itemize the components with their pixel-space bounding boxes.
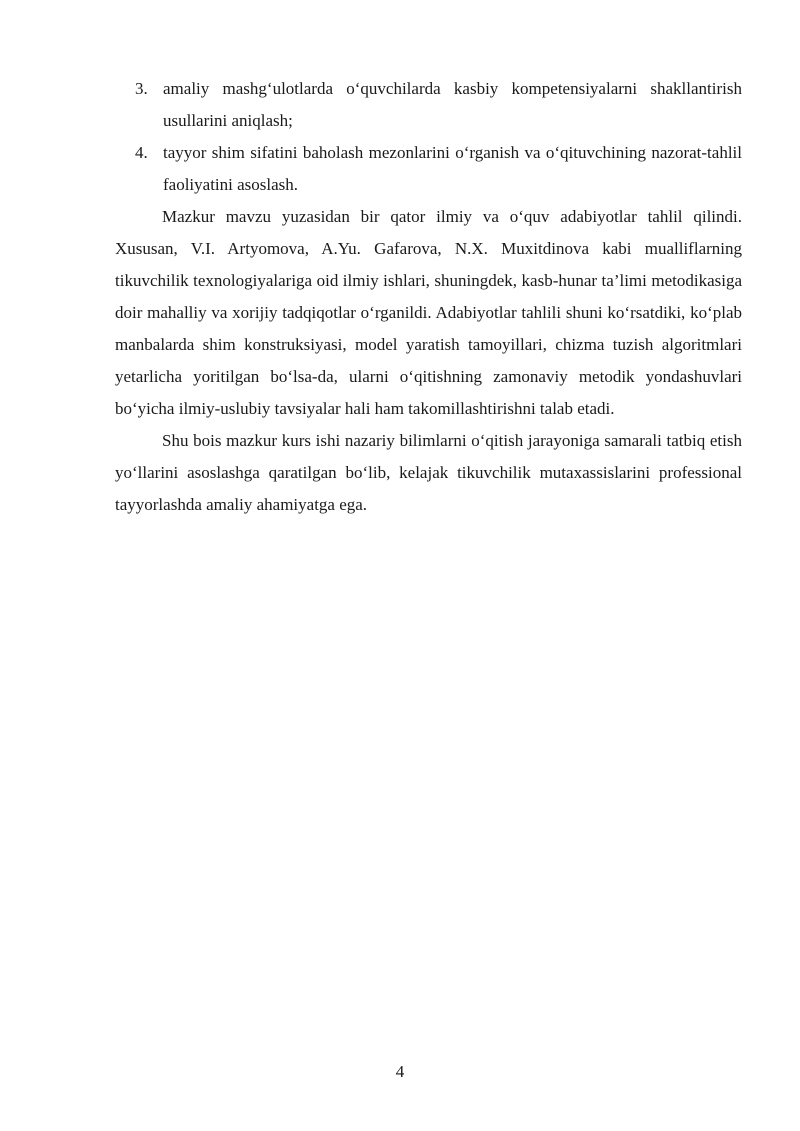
numbered-list: [115, 73, 742, 201]
list-item-text: tayyor shim sifatini baholash mezonlarini o‘rganish va o‘qituvchining nazorat-tahlil faoliyatini asoslash.: [163, 143, 742, 194]
list-item: [115, 137, 742, 201]
list-item-number: 4.: [135, 143, 148, 162]
paragraph-literature-review: Mazkur mavzu yuzasidan bir qator ilmiy va o‘quv adabiyotlar tahlil qilindi. Xususan, V.I. Artyomova, A.Yu. Gafarova, N.X. Muxitdinova kabi mualliflarning tikuvchilik texnologiyalariga oid ilmiy ishlari, shuningdek, kasb-hunar ta’limi metodikasiga doir mahalliy va xorijiy tadqiqotlar o‘rganildi. Adabiyotlar tahlili shuni ko‘rsatdiki, ko‘plab manbalarda shim konstruksiyasi, model yaratish tamoyillari, chizma tuzish algoritmlari yetarlicha yoritilgan bo‘lsa-da, ularni o‘qitishning zamonaviy metodik yondashuvlari bo‘yicha ilmiy-uslubiy tavsiyalar hali ham takomillashtirishni talab etadi.: [115, 207, 742, 418]
list-item: [115, 73, 742, 137]
paragraph-conclusion: Shu bois mazkur kurs ishi nazariy bilimlarni o‘qitish jarayoniga samarali tatbiq etish yo‘llarini asoslashga qaratilgan bo‘lib, kelajak tikuvchilik mutaxassislarini professional tayyorlashda amaliy ahamiyatga ega.: [115, 431, 742, 514]
list-item-number: 3.: [135, 79, 148, 98]
page-body: [115, 73, 742, 521]
page-number: 4: [395, 1062, 405, 1081]
list-item-text: amaliy mashg‘ulotlarda o‘quvchilarda kasbiy kompetensiyalarni shakllantirish usullarini aniqlash;: [163, 79, 742, 130]
